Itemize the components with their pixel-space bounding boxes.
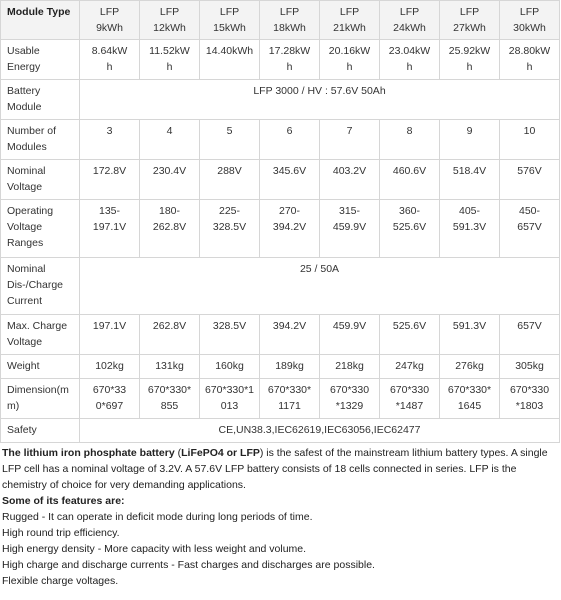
operating-voltage-cell: 270- 394.2V: [260, 200, 320, 258]
dimension-cell: 670*33 0*697: [80, 379, 140, 419]
row-number-of-modules: [1, 120, 560, 160]
model-header-15kwh: LFP 15kWh: [200, 1, 260, 40]
row-weight: [1, 355, 560, 379]
operating-voltage-cell: 315- 459.9V: [320, 200, 380, 258]
usable-energy-cell: 23.04kW h: [380, 40, 440, 80]
operating-voltage-cell: 135- 197.1V: [80, 200, 140, 258]
row-label-number-of-modules: Number of Modules: [1, 120, 80, 160]
row-label-safety: Safety: [1, 419, 80, 443]
feature-item: Flexible charge voltages.: [2, 575, 119, 587]
modules-count-cell: 5: [200, 120, 260, 160]
max-charge-voltage-cell: 591.3V: [440, 315, 500, 355]
modules-count-cell: 9: [440, 120, 500, 160]
model-header-24kwh: LFP 24kWh: [380, 1, 440, 40]
modules-count-cell: 4: [140, 120, 200, 160]
nominal-voltage-cell: 403.2V: [320, 160, 380, 200]
weight-cell: 189kg: [260, 355, 320, 379]
dimension-cell: 670*330 *1487: [380, 379, 440, 419]
dimension-cell: 670*330 *1803: [500, 379, 560, 419]
modules-count-cell: 10: [500, 120, 560, 160]
nominal-voltage-cell: 460.6V: [380, 160, 440, 200]
max-charge-voltage-cell: 197.1V: [80, 315, 140, 355]
model-header-27kwh: LFP 27kWh: [440, 1, 500, 40]
model-header-9kwh: LFP 9kWh: [80, 1, 140, 40]
nominal-voltage-cell: 288V: [200, 160, 260, 200]
row-nominal-current: [1, 258, 560, 315]
intro-rest-text: ) is the safest of the mainstream lithium battery types. A single LFP cell has a nominal voltage of 3.2V. A 57.6V LFP battery consists of 18 cells connected in series. LFP is the chemistry of choice for very demanding applications.: [2, 447, 548, 491]
nominal-voltage-cell: 345.6V: [260, 160, 320, 200]
safety-value: CE,UN38.3,IEC62619,IEC63056,IEC62477: [80, 419, 560, 443]
max-charge-voltage-cell: 657V: [500, 315, 560, 355]
dimension-cell: 670*330* 1645: [440, 379, 500, 419]
description-block: [0, 443, 561, 589]
nominal-voltage-cell: 576V: [500, 160, 560, 200]
model-header-18kwh: LFP 18kWh: [260, 1, 320, 40]
weight-cell: 247kg: [380, 355, 440, 379]
max-charge-voltage-cell: 262.8V: [140, 315, 200, 355]
usable-energy-cell: 14.40kWh: [200, 40, 260, 80]
row-label-weight: Weight: [1, 355, 80, 379]
usable-energy-cell: 28.80kW h: [500, 40, 560, 80]
row-label-operating-voltage: Operating Voltage Ranges: [1, 200, 80, 258]
model-header-12kwh: LFP 12kWh: [140, 1, 200, 40]
usable-energy-cell: 25.92kW h: [440, 40, 500, 80]
operating-voltage-cell: 180- 262.8V: [140, 200, 200, 258]
usable-energy-cell: 17.28kW h: [260, 40, 320, 80]
modules-count-cell: 3: [80, 120, 140, 160]
row-label-nominal-current: Nominal Dis-/Charge Current: [1, 258, 80, 315]
max-charge-voltage-cell: 525.6V: [380, 315, 440, 355]
weight-cell: 276kg: [440, 355, 500, 379]
row-safety: [1, 419, 560, 443]
intro-paragraph: [2, 445, 557, 493]
usable-energy-cell: 8.64kW h: [80, 40, 140, 80]
nominal-voltage-cell: 172.8V: [80, 160, 140, 200]
intro-bold-abbrev: LiFePO4 or LFP: [181, 447, 260, 459]
row-label-max-charge-voltage: Max. Charge Voltage: [1, 315, 80, 355]
feature-item: Rugged - It can operate in deficit mode during long periods of time.: [2, 511, 313, 523]
nominal-current-value: 25 / 50A: [80, 258, 560, 315]
features-heading: Some of its features are:: [2, 495, 125, 507]
row-label-module-type: Module Type: [1, 1, 80, 40]
dimension-cell: 670*330 *1329: [320, 379, 380, 419]
battery-module-value: LFP 3000 / HV : 57.6V 50Ah: [80, 80, 560, 120]
weight-cell: 218kg: [320, 355, 380, 379]
usable-energy-cell: 11.52kW h: [140, 40, 200, 80]
feature-item: High energy density - More capacity with less weight and volume.: [2, 543, 307, 555]
max-charge-voltage-cell: 394.2V: [260, 315, 320, 355]
operating-voltage-cell: 450- 657V: [500, 200, 560, 258]
row-dimension: [1, 379, 560, 419]
row-battery-module: [1, 80, 560, 120]
max-charge-voltage-cell: 328.5V: [200, 315, 260, 355]
row-nominal-voltage: [1, 160, 560, 200]
weight-cell: 305kg: [500, 355, 560, 379]
feature-item: High round trip efficiency.: [2, 527, 120, 539]
dimension-cell: 670*330* 1171: [260, 379, 320, 419]
usable-energy-cell: 20.16kW h: [320, 40, 380, 80]
max-charge-voltage-cell: 459.9V: [320, 315, 380, 355]
modules-count-cell: 8: [380, 120, 440, 160]
weight-cell: 131kg: [140, 355, 200, 379]
model-header-21kwh: LFP 21kWh: [320, 1, 380, 40]
row-operating-voltage: [1, 200, 560, 258]
feature-item: High charge and discharge currents - Fast charges and discharges are possible.: [2, 559, 375, 571]
modules-count-cell: 7: [320, 120, 380, 160]
operating-voltage-cell: 360- 525.6V: [380, 200, 440, 258]
dimension-cell: 670*330* 855: [140, 379, 200, 419]
model-header-30kwh: LFP 30kWh: [500, 1, 560, 40]
row-label-battery-module: Battery Module: [1, 80, 80, 120]
nominal-voltage-cell: 230.4V: [140, 160, 200, 200]
modules-count-cell: 6: [260, 120, 320, 160]
intro-bold-text: The lithium iron phosphate battery: [2, 447, 175, 459]
row-usable-energy: [1, 40, 560, 80]
row-max-charge-voltage: [1, 315, 560, 355]
operating-voltage-cell: 405- 591.3V: [440, 200, 500, 258]
intro-paren: (: [174, 447, 182, 459]
weight-cell: 102kg: [80, 355, 140, 379]
nominal-voltage-cell: 518.4V: [440, 160, 500, 200]
row-module-type: [1, 1, 560, 40]
row-label-dimension: Dimension(m m): [1, 379, 80, 419]
weight-cell: 160kg: [200, 355, 260, 379]
dimension-cell: 670*330*1 013: [200, 379, 260, 419]
operating-voltage-cell: 225- 328.5V: [200, 200, 260, 258]
row-label-nominal-voltage: Nominal Voltage: [1, 160, 80, 200]
row-label-usable-energy: Usable Energy: [1, 40, 80, 80]
